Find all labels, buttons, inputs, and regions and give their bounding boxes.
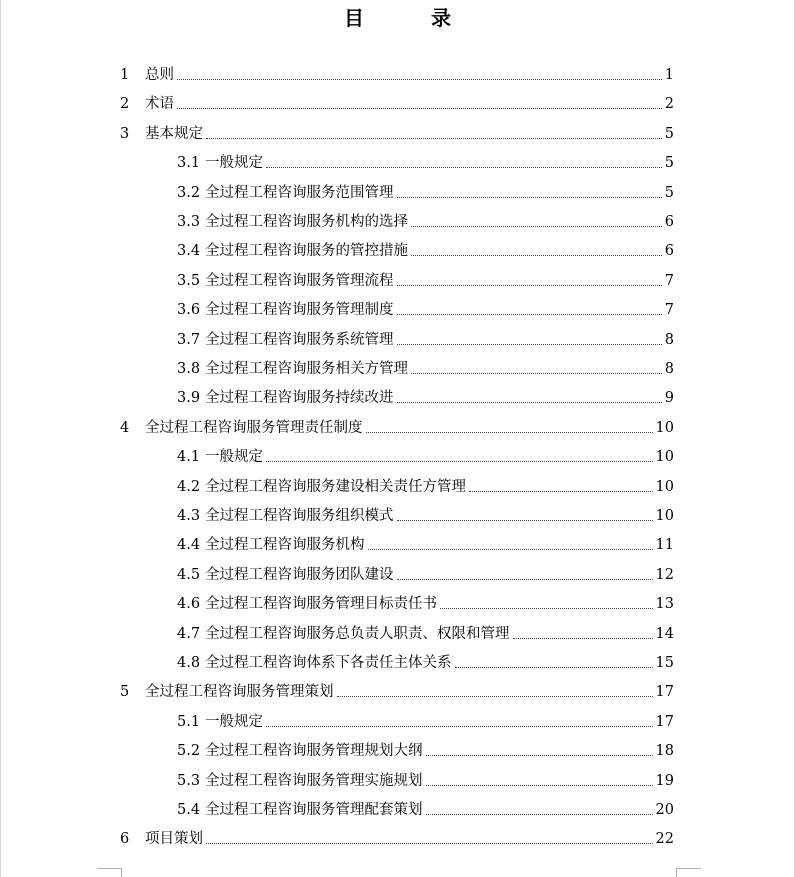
toc-entry-page-number: 2 (664, 96, 674, 113)
toc-entry[interactable] (0, 356, 795, 382)
toc-entry-page-number: 19 (655, 772, 674, 789)
toc-leader-dots (266, 461, 653, 462)
toc-entry-page-number: 15 (655, 655, 674, 671)
toc-entry[interactable] (0, 532, 795, 558)
toc-entry-title: 全过程工程咨询服务管理规划大纲 (205, 743, 423, 760)
toc-entry-page-number: 6 (664, 243, 674, 260)
toc-entry-number: 4.3 (177, 508, 201, 524)
toc-entry[interactable] (0, 327, 795, 353)
toc-entry-number: 3.8 (177, 361, 201, 377)
toc-leader-dots (177, 108, 662, 109)
toc-leader-dots (397, 579, 653, 580)
toc-leader-dots (206, 138, 662, 139)
toc-entry-title: 一般规定 (205, 713, 263, 730)
toc-entry-number: 3.7 (177, 331, 201, 348)
toc-entry-page-number: 11 (655, 537, 674, 554)
toc-entry-number: 3 (120, 125, 130, 142)
toc-leader-dots (397, 197, 662, 198)
toc-entry-number: 3.6 (177, 302, 201, 319)
toc-leader-dots (206, 843, 653, 844)
toc-entry-number: 4.1 (177, 449, 201, 466)
toc-leader-dots (337, 696, 653, 697)
toc-entry-title: 术语 (145, 96, 174, 113)
toc-entry-page-number: 13 (655, 596, 674, 613)
toc-entry-page-number: 10 (655, 419, 674, 436)
toc-entry[interactable] (0, 591, 795, 617)
toc-leader-dots (397, 285, 662, 286)
toc-entry-page-number: 10 (655, 478, 674, 495)
toc-entry-page-number: 12 (655, 566, 674, 583)
toc-entry-page-number: 20 (655, 802, 674, 818)
toc-entry-title: 全过程工程咨询服务管理制度 (205, 302, 394, 319)
toc-entry-title: 全过程工程咨询服务总负责人职责、权限和管理 (205, 625, 510, 642)
toc-entry-title: 全过程工程咨询服务管理配套策划 (205, 802, 423, 818)
toc-entry-number: 5.2 (177, 743, 201, 760)
page-corner-mark-left (97, 868, 122, 877)
page-title: 目 录 (344, 6, 481, 30)
toc-entry-number: 4.7 (177, 625, 201, 642)
toc-entry-title: 一般规定 (205, 449, 263, 466)
toc-entry[interactable] (0, 444, 795, 470)
toc-leader-dots (366, 432, 653, 433)
toc-entry-page-number: 22 (655, 831, 674, 848)
toc-leader-dots (426, 785, 653, 786)
toc-entry-page-number: 18 (655, 743, 674, 760)
toc-leader-dots (397, 314, 662, 315)
toc-entry-page-number: 8 (664, 361, 674, 377)
toc-leader-dots (411, 373, 662, 374)
toc-entry[interactable] (0, 738, 795, 764)
toc-entry-number: 3.2 (177, 184, 201, 201)
toc-entry-title: 全过程工程咨询服务组织模式 (205, 508, 394, 524)
toc-entry-title: 基本规定 (145, 125, 203, 142)
toc-entry-title: 全过程工程咨询服务持续改进 (205, 390, 394, 407)
toc-entry-title: 全过程工程咨询服务相关方管理 (205, 361, 408, 377)
toc-entry-title: 全过程工程咨询服务管理实施规划 (205, 772, 423, 789)
toc-entry-number: 4.8 (177, 655, 201, 671)
toc-entry[interactable] (0, 474, 795, 500)
toc-entry-number: 5.1 (177, 713, 201, 730)
toc-leader-dots (513, 638, 653, 639)
toc-leader-dots (397, 520, 653, 521)
toc-entry-title: 全过程工程咨询服务管理责任制度 (145, 419, 363, 436)
toc-leader-dots (455, 667, 653, 668)
toc-leader-dots (266, 726, 653, 727)
toc-entry-title: 全过程工程咨询服务管理流程 (205, 272, 394, 289)
toc-entry-page-number: 9 (664, 390, 674, 407)
toc-entry-page-number: 10 (655, 508, 674, 524)
toc-leader-dots (426, 814, 653, 815)
toc-entry[interactable] (0, 91, 795, 117)
toc-leader-dots (266, 167, 662, 168)
toc-entry-title: 总则 (145, 67, 174, 83)
toc-entry-number: 4.5 (177, 566, 201, 583)
toc-leader-dots (411, 255, 662, 256)
toc-entry-title: 全过程工程咨询服务团队建设 (205, 566, 394, 583)
toc-entry-page-number: 8 (664, 331, 674, 348)
toc-entry-number: 3.4 (177, 243, 201, 260)
toc-entry[interactable] (0, 562, 795, 588)
toc-entry-title: 项目策划 (145, 831, 203, 848)
toc-entry-page-number: 1 (664, 67, 674, 83)
toc-entry[interactable] (0, 503, 795, 529)
toc-entry[interactable] (0, 650, 795, 676)
toc-entry-title: 全过程工程咨询体系下各责任主体关系 (205, 655, 452, 671)
toc-entry[interactable] (0, 768, 795, 794)
toc-leader-dots (397, 402, 662, 403)
toc-entry-title: 全过程工程咨询服务机构的选择 (205, 214, 408, 230)
toc-entry-page-number: 5 (664, 125, 674, 142)
toc-entry-page-number: 17 (655, 713, 674, 730)
toc-entry[interactable] (0, 150, 795, 176)
toc-entry[interactable] (0, 621, 795, 647)
toc-entry-page-number: 5 (664, 155, 674, 172)
toc-entry[interactable] (0, 268, 795, 294)
toc-entry-number: 4.2 (177, 478, 201, 495)
toc-entry[interactable] (0, 209, 795, 235)
toc-entry-page-number: 7 (664, 302, 674, 319)
toc-entry-title: 全过程工程咨询服务系统管理 (205, 331, 394, 348)
toc-entry[interactable] (0, 180, 795, 206)
toc-leader-dots (469, 491, 653, 492)
toc-entry[interactable] (0, 797, 795, 823)
toc-entry-page-number: 7 (664, 272, 674, 289)
toc-entry-number: 1 (120, 67, 130, 83)
toc-entry-title: 全过程工程咨询服务管理策划 (145, 684, 334, 701)
toc-entry[interactable] (0, 297, 795, 323)
page-corner-mark-right (676, 868, 701, 877)
toc-entry-number: 4.6 (177, 596, 201, 613)
toc-entry-number: 5 (120, 684, 130, 701)
toc-entry-number: 5.3 (177, 772, 201, 789)
toc-entry-page-number: 5 (664, 184, 674, 201)
toc-entry-number: 4.4 (177, 537, 201, 554)
toc-entry-number: 4 (120, 419, 130, 436)
toc-entry[interactable] (0, 826, 795, 852)
toc-entry-title: 全过程工程咨询服务管理目标责任书 (205, 596, 437, 613)
toc-entry-page-number: 17 (655, 684, 674, 701)
toc-entry-number: 3.3 (177, 214, 201, 230)
toc-entry[interactable] (0, 121, 795, 147)
toc-leader-dots (177, 79, 662, 80)
toc-entry-number: 5.4 (177, 802, 201, 818)
toc-entry-title: 全过程工程咨询服务建设相关责任方管理 (205, 478, 466, 495)
toc-entry[interactable] (0, 709, 795, 735)
toc-entry-number: 6 (120, 831, 130, 848)
toc-entry[interactable] (0, 238, 795, 264)
toc-entry-number: 3.9 (177, 390, 201, 407)
toc-entry-title: 全过程工程咨询服务机构 (205, 537, 365, 554)
toc-entry-number: 2 (120, 96, 130, 113)
toc-entry-title: 全过程工程咨询服务范围管理 (205, 184, 394, 201)
toc-leader-dots (368, 549, 653, 550)
toc-entry-number: 3.1 (177, 155, 201, 172)
toc-entry-title: 一般规定 (205, 155, 263, 172)
toc-entry[interactable] (0, 679, 795, 705)
toc-leader-dots (440, 608, 653, 609)
toc-entry[interactable] (0, 62, 795, 88)
toc-entry-page-number: 6 (664, 214, 674, 230)
toc-entry[interactable] (0, 385, 795, 411)
toc-entry-number: 3.5 (177, 272, 201, 289)
toc-leader-dots (426, 755, 653, 756)
toc-leader-dots (397, 344, 662, 345)
toc-leader-dots (411, 226, 662, 227)
toc-entry-page-number: 10 (655, 449, 674, 466)
toc-entry-title: 全过程工程咨询服务的管控措施 (205, 243, 408, 260)
toc-entry[interactable] (0, 415, 795, 441)
toc-entry-page-number: 14 (655, 625, 674, 642)
